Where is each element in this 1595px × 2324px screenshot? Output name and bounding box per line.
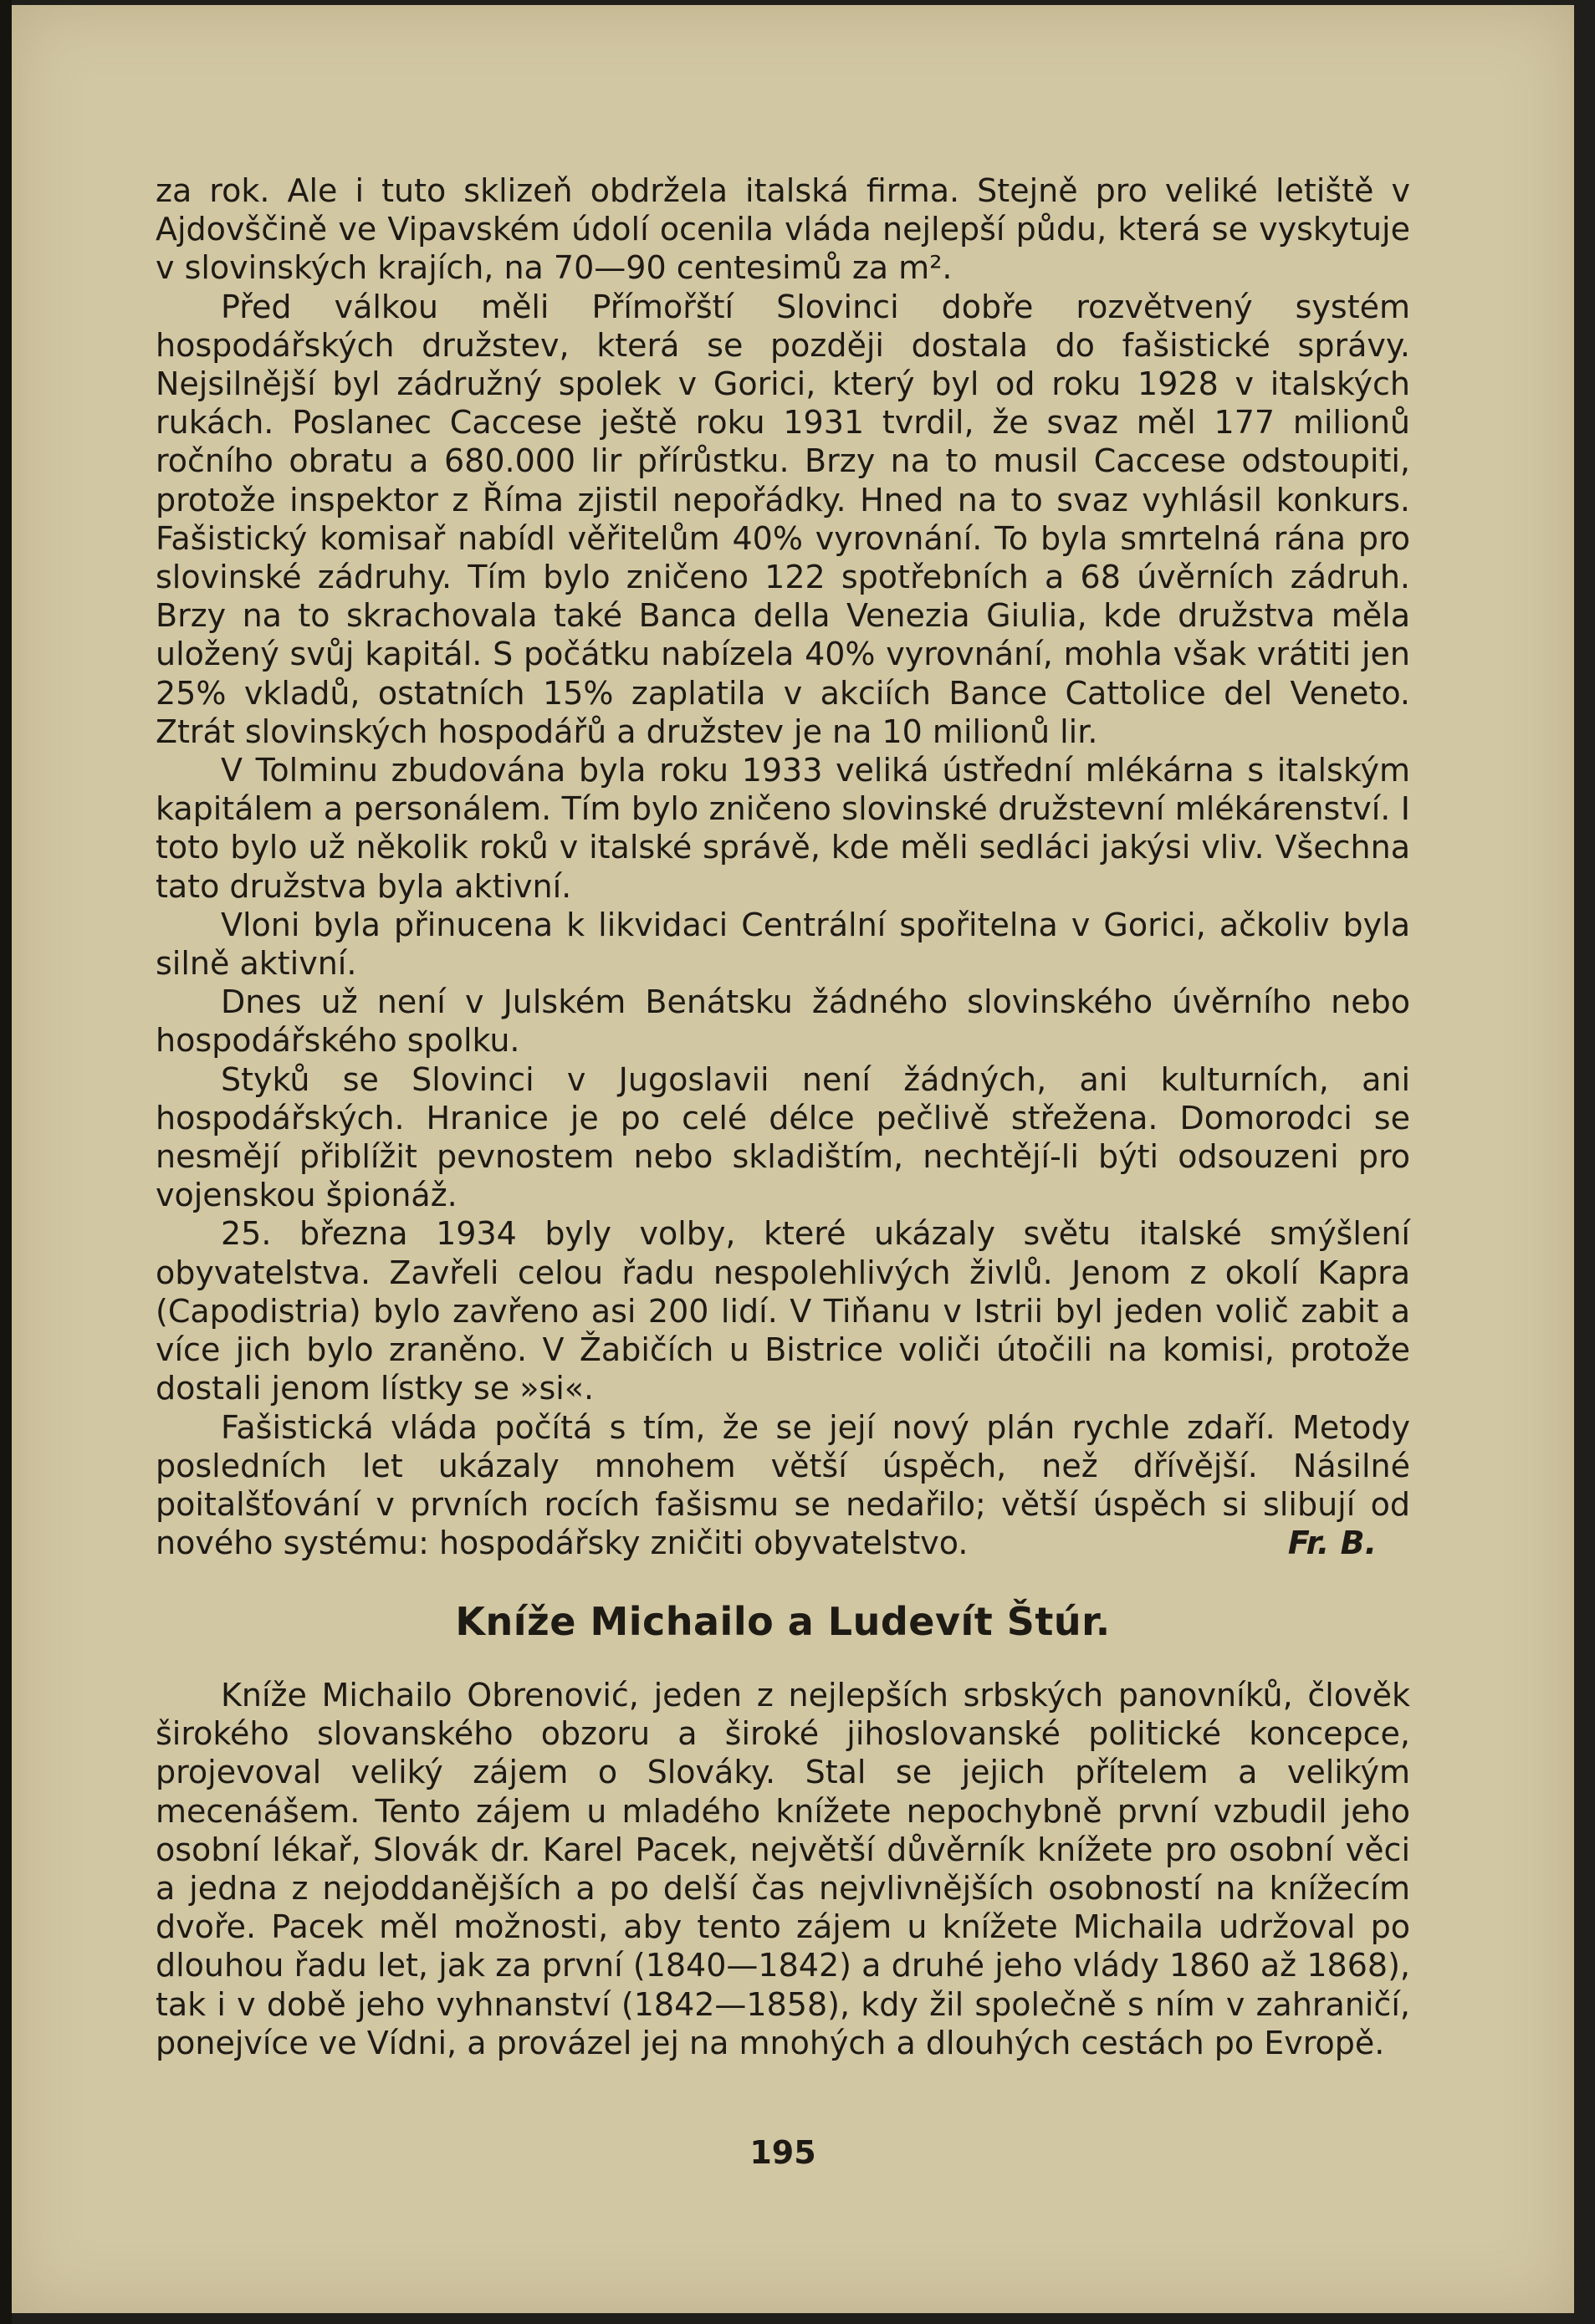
paragraph: Vloni byla přinucena k likvidaci Centrální spořitelna v Gorici, ačkoliv byla silně aktivní. — [156, 906, 1410, 983]
paragraph: 25. března 1934 byly volby, které ukázaly světu italské smýšlení obyvatelstva. Zavřeli celou řadu nespolehlivých živlů. Jenom z okolí Kapra (Capodistria) bylo zavřeno asi 200 lidí. V Tiňanu v Istrii byl jeden volič zabit a více jich bylo zraněno. V Žabičích u Bistrice voliči útočili na komisi, protože dostali jenom lístky se »si«. — [156, 1215, 1410, 1407]
paragraph: Styků se Slovinci v Jugoslavii není žádných, ani kulturních, ani hospodářských. Hranice je po celé délce pečlivě střežena. Domorodci se nesmějí přiblížit pevnostem nebo skladištím, nechtějí-li býti odsouzeni pro vojenskou špionáž. — [156, 1060, 1410, 1214]
paragraph: za rok. Ale i tuto sklizeň obdržela italská firma. Stejně pro veliké letiště v Ajdovščině ve Vipavském údolí ocenila vláda nejlepší půdu, která se vyskytuje v slovinských krajích, na 70—90 centesimů za m². — [156, 172, 1410, 287]
continuation-text — [156, 171, 1410, 1562]
page-number: 195 — [749, 2134, 816, 2171]
paragraph: V Tolminu zbudována byla roku 1933 veliká ústřední mlékárna s italským kapitálem a personálem. Tím bylo zničeno slovinské družstevní mlékárenství. I toto bylo už několik roků v italské správě, kde měli sedláci jakýsi vliv. Všechna tato družstva byla aktivní. — [156, 752, 1410, 905]
paragraph: Dnes už není v Julském Benátsku žádného slovinského úvěrního nebo hospodářského spolku. — [156, 983, 1410, 1060]
paragraph: Kníže Michailo Obrenović, jeden z nejlepších srbských panovníků, člověk širokého slovanského obzoru a široké jihoslovanské politické koncepce, projevoval veliký zájem o Slováky. Stal se jejich přítelem a velikým mecenášem. Tento zájem u mladého knížete nepochybně první vzbudil jeho osobní lékař, Slovák dr. Karel Pacek, největší důvěrník knížete pro osobní věci a jedna z nejoddanějších a po delší čas nejvlivnějších osobností na knížecím dvoře. Pacek měl možnosti, aby tento zájem u knížete Michaila udržoval po dlouhou řadu let, jak za první (1840—1842) a druhé jeho vlády 1860 až 1868), tak i v době jeho vyhnanství (1842—1858), kdy žil společně s ním v zahraničí, ponejvíce ve Vídni, a provázel jej na mnohých a dlouhých cestách po Evropě. — [156, 1677, 1410, 2061]
paragraph-text: Fašistická vláda počítá s tím, že se její nový plán rychle zdaří. Metody posledních let ukázaly mnohem větší úspěch, než dřívější. Násilné poitalšťování v prvních rocích fašismu se nedařilo; větší úspěch si slibují od nového systému: hospodářsky zničiti obyvatelstvo. — [156, 1408, 1410, 1562]
author-signature: Fr. B. — [1287, 1525, 1377, 1562]
article-title: Kníže Michailo a Ludevít Štúr. — [455, 1599, 1111, 1644]
article-text — [156, 1676, 1410, 2062]
paragraph-with-signature — [156, 1408, 1410, 1563]
paragraph: Před válkou měli Přímořští Slovinci dobře rozvětvený systém hospodářských družstev, která se později dostala do fašistické správy. Nejsilnější byl zádružný spolek v Gorici, který byl od roku 1928 v italských rukách. Poslanec Caccese ještě roku 1931 tvrdil, že svaz měl 177 milionů ročního obratu a 680.000 lir přírůstku. Brzy na to musil Caccese odstoupiti, protože inspektor z Říma zjistil nepořádky. Hned na to svaz vyhlásil konkurs. Fašistický komisař nabídl věřitelům 40% vyrovnání. To byla smrtelná rána pro slovinské zádruhy. Tím bylo zničeno 122 spotřebních a 68 úvěrních zádruh. Brzy na to skrachovala také Banca della Venezia Giulia, kde družstva měla uložený svůj kapitál. S počátku nabízela 40% vyrovnání, mohla však vrátiti jen 25% vkladů, ostatních 15% zaplatila v akciích Bance Cattolice del Veneto. Ztrát slovinských hospodářů a družstev je na 10 milionů lir. — [156, 288, 1410, 750]
scan-edge — [0, 0, 12, 2324]
